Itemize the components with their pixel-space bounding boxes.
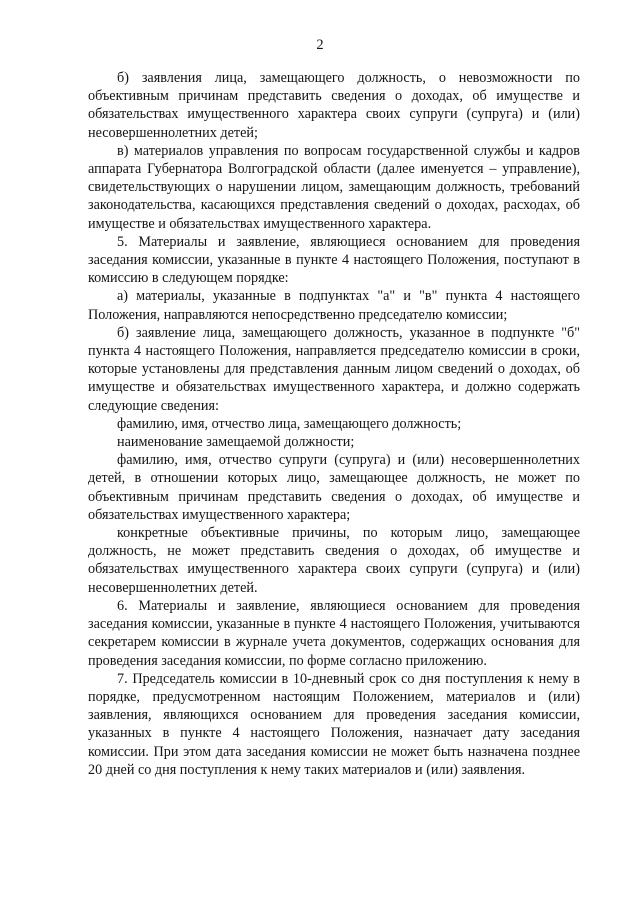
- list-item-family: фамилию, имя, отчество супруги (супруга) и (или) несовершеннолетних детей, в отношении которых лицо, замещающее должность, не может по объективным причинам представить сведения о доходах, об имуществе и обязательствах имущественного характера;: [88, 452, 580, 523]
- paragraph-6: 6. Материалы и заявление, являющиеся основанием для проведения заседания комиссии, указанные в пункте 4 настоящего Положения, учитываются секретарем комиссии в журнале учета документов, содержащих основания для проведения заседания комиссии, по форме согласно приложению.: [88, 597, 580, 669]
- paragraph-5: 5. Материалы и заявление, являющиеся основанием для проведения заседания комиссии, указанные в пункте 4 настоящего Положения, поступают в комиссию в следующем порядке:: [88, 233, 580, 287]
- list-item-reasons: конкретные объективные причины, по которым лицо, замещающее должность, не может представить сведения о доходах, об имуществе и обязательствах имущественного характера своих супруги (супруга) и (или) несовершеннолетних детей.: [88, 525, 580, 596]
- page-number: 2: [316, 37, 324, 53]
- paragraph-7: 7. Председатель комиссии в 10-дневный срок со дня поступления к нему в порядке, предусмотренном настоящим Положением, материалов и (или) заявления, являющихся основанием для проведения заседания комиссии, указанных в пункте 4 настоящего Положения, назначает дату заседания комиссии. При этом дата заседания комиссии не может быть назначена позднее 20 дней со дня поступления к нему таких материалов и (или) заявления.: [88, 670, 580, 778]
- document-body: [88, 69, 580, 779]
- paragraph-4b: б) заявления лица, замещающего должность, о невозможности по объективным причинам представить сведения о доходах, об имуществе и обязательствах имущественного характера своих супруги (супруга) и (или) несовершеннолетних детей;: [88, 70, 580, 141]
- list-item-position: наименование замещаемой должности;: [117, 434, 355, 451]
- paragraph-4v: в) материалов управления по вопросам государственной службы и кадров аппарата Губернатора Волгоградской области (далее именуется – управление), свидетельствующих о нарушении лицом, замещающим должность, требований законодательства, касающихся представления сведений о доходах, расходах, об имуществе и обязательствах имущественного характера.: [88, 142, 580, 232]
- list-item-name: фамилию, имя, отчество лица, замещающего должность;: [117, 415, 462, 432]
- paragraph-5a: а) материалы, указанные в подпунктах "а" и "в" пункта 4 настоящего Положения, направляются непосредственно председателю комиссии;: [88, 288, 580, 323]
- paragraph-5b: б) заявление лица, замещающего должность, указанное в подпункте "б" пункта 4 настоящего Положения, направляется председателю комиссии в сроки, которые установлены для представления данным лицом сведений о доходах, об имуществе и обязательствах имущественного характера, и должно содержать следующие сведения:: [88, 324, 580, 414]
